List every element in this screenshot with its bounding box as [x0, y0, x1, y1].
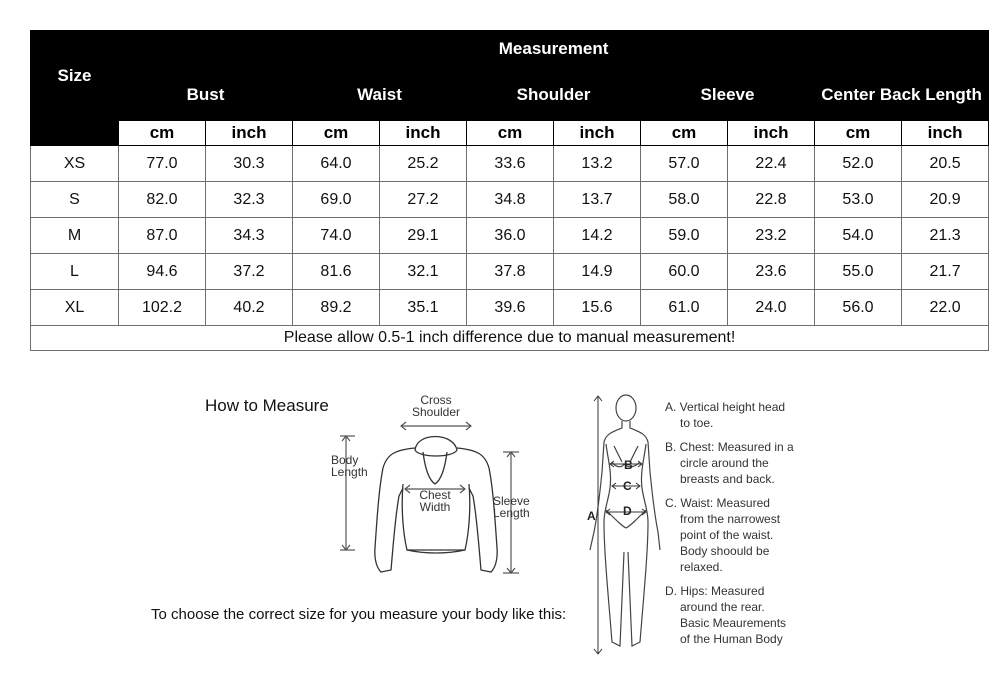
measurement-cell: 35.1 [380, 290, 467, 326]
measurement-cell: 14.2 [554, 218, 641, 254]
measurement-cell: 55.0 [815, 254, 902, 290]
measurement-cell: 30.3 [206, 146, 293, 182]
measurement-cell: 34.3 [206, 218, 293, 254]
unit-inch: inch [728, 121, 815, 146]
measurement-cell: 34.8 [467, 182, 554, 218]
measurement-cell: 57.0 [641, 146, 728, 182]
table-row [31, 218, 989, 254]
measurement-cell: 13.2 [554, 146, 641, 182]
measurement-cell: 39.6 [467, 290, 554, 326]
note-chest-rest: circle around the breasts and back. [680, 456, 775, 486]
garment-diagram [325, 388, 555, 588]
group-shoulder: Shoulder [467, 68, 641, 121]
measurement-cell: 61.0 [641, 290, 728, 326]
measurement-cell: 37.2 [206, 254, 293, 290]
body-figure [582, 392, 662, 660]
note-height-first: A. Vertical height head [665, 400, 786, 414]
measurement-cell: 58.0 [641, 182, 728, 218]
sleeve-length-label: Sleeve Length [493, 494, 530, 520]
measurement-cell: 53.0 [815, 182, 902, 218]
unit-cm: cm [467, 121, 554, 146]
group-waist: Waist [293, 68, 467, 121]
cross-shoulder-label: Cross Shoulder [411, 393, 461, 419]
measurement-cell: 13.7 [554, 182, 641, 218]
measurement-cell: 23.2 [728, 218, 815, 254]
note-height-rest: to toe. [680, 416, 714, 430]
measurement-cell: 32.1 [380, 254, 467, 290]
measurement-cell: 25.2 [380, 146, 467, 182]
note-waist-first: C. Waist: Measured [665, 496, 770, 510]
unit-cm: cm [815, 121, 902, 146]
unit-inch: inch [380, 121, 467, 146]
unit-cm: cm [119, 121, 206, 146]
measurement-cell: 15.6 [554, 290, 641, 326]
measurement-cell: 64.0 [293, 146, 380, 182]
measurement-cell: 69.0 [293, 182, 380, 218]
unit-cm: cm [293, 121, 380, 146]
chest-width-label: Chest Width [419, 488, 451, 514]
measurement-cell: 89.2 [293, 290, 380, 326]
measurement-cell: 102.2 [119, 290, 206, 326]
unit-inch: inch [554, 121, 641, 146]
how-to-measure-title: How to Measure [205, 396, 329, 415]
size-label: L [31, 254, 119, 290]
measurement-cell: 94.6 [119, 254, 206, 290]
measurement-cell: 40.2 [206, 290, 293, 326]
measurement-cell: 77.0 [119, 146, 206, 182]
size-chart-table [30, 30, 989, 351]
note-height [665, 399, 855, 431]
label-a: A [587, 509, 596, 523]
note-waist-rest: from the narrowest point of the waist. Body shoould be relaxed. [680, 512, 781, 574]
measurement-cell: 14.9 [554, 254, 641, 290]
table-row [31, 254, 989, 290]
measurement-cell: 37.8 [467, 254, 554, 290]
unit-inch: inch [902, 121, 989, 146]
group-bust: Bust [119, 68, 293, 121]
label-d: D [623, 504, 632, 518]
measurement-cell: 22.8 [728, 182, 815, 218]
size-label: S [31, 182, 119, 218]
measurement-cell: 33.6 [467, 146, 554, 182]
measurement-cell: 20.5 [902, 146, 989, 182]
note-chest [665, 439, 855, 487]
measurement-cell: 22.0 [902, 290, 989, 326]
note-hips-rest: around the rear. Basic Meaurements of the Human Body [680, 600, 787, 646]
size-header: Size [31, 31, 119, 121]
size-header-spacer [31, 121, 119, 146]
measurement-header: Measurement [119, 31, 989, 68]
group-sleeve: Sleeve [641, 68, 815, 121]
measurement-cell: 36.0 [467, 218, 554, 254]
measurement-cell: 52.0 [815, 146, 902, 182]
table-row [31, 146, 989, 182]
human-body-illustration [582, 392, 662, 660]
measurement-note: Please allow 0.5-1 inch difference due to manual measurement! [31, 326, 989, 351]
note-hips [665, 583, 855, 647]
measurement-cell: 29.1 [380, 218, 467, 254]
label-b: B [624, 458, 633, 472]
measurement-cell: 74.0 [293, 218, 380, 254]
measurement-cell: 54.0 [815, 218, 902, 254]
measurement-cell: 20.9 [902, 182, 989, 218]
measurement-cell: 81.6 [293, 254, 380, 290]
measurement-cell: 22.4 [728, 146, 815, 182]
body-length-label: Body Length [331, 453, 368, 479]
measurement-cell: 21.7 [902, 254, 989, 290]
measurement-cell: 21.3 [902, 218, 989, 254]
note-waist [665, 495, 855, 575]
size-label: XS [31, 146, 119, 182]
measurement-cell: 24.0 [728, 290, 815, 326]
table-row [31, 290, 989, 326]
choose-size-instruction: To choose the correct size for you measure your body like this: [151, 606, 567, 623]
unit-cm: cm [641, 121, 728, 146]
measurement-cell: 56.0 [815, 290, 902, 326]
measurement-cell: 59.0 [641, 218, 728, 254]
measurement-cell: 32.3 [206, 182, 293, 218]
note-hips-first: D. Hips: Measured [665, 584, 765, 598]
note-chest-first: B. Chest: Measured in a [665, 440, 794, 454]
measurement-cell: 23.6 [728, 254, 815, 290]
measurement-cell: 27.2 [380, 182, 467, 218]
group-center-back-length: Center Back Length [815, 68, 989, 121]
measurement-cell: 60.0 [641, 254, 728, 290]
measurement-cell: 87.0 [119, 218, 206, 254]
label-c: C [623, 479, 632, 493]
size-label: M [31, 218, 119, 254]
table-row [31, 182, 989, 218]
size-rows [31, 146, 989, 326]
measurement-notes [665, 399, 855, 655]
size-label: XL [31, 290, 119, 326]
unit-inch: inch [206, 121, 293, 146]
measurement-cell: 82.0 [119, 182, 206, 218]
